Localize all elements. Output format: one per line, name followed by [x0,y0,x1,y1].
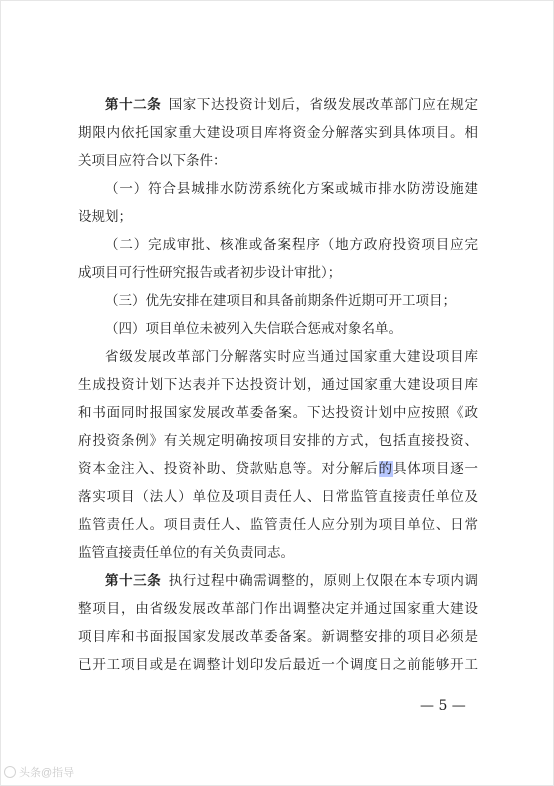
highlighted-char: 的 [378,461,393,477]
condition-1-line-1: （一）符合县城排水防涝系统化方案或城市排水防涝设施建 [105,181,478,197]
watermark [4,764,74,780]
paragraph-2-line-6: 落实项目（法人）单位及项目责任人、日常监管直接责任单位及 [78,489,478,505]
article-13-line-1: 第十三条 执行过程中确需调整的，原则上仅限在本专项内调 [105,573,479,589]
article-13-line-4: 已开工项目或是在调整计划印发后最近一个调度日之前能够开工 [78,657,478,673]
paragraph-2-line-2: 生成投资计划下达表并下达投资计划，通过国家重大建设项目库 [78,377,478,393]
condition-2-line-2: 成项目可行性研究报告或者初步设计审批）； [78,265,342,281]
condition-1-line-2: 设规划； [78,209,132,225]
paragraph-2-line-5: 资本金注入、投资补助、贷款贴息等。对分解后的具体项目逐一 [78,461,479,477]
condition-4: （四）项目单位未被列入失信联合惩戒对象名单。 [105,321,402,337]
paragraph-2-line-3: 和书面同时报国家发展改革委备案。下达投资计划中应按照《政 [78,405,478,421]
paragraph-2-line-1: 省级发展改革部门分解落实时应当通过国家重大建设项目库 [105,349,478,365]
condition-3: （三）优先安排在建项目和具备前期条件近期可开工项目； [105,293,456,309]
article-13-line-2: 整项目，由省级发展改革部门作出调整决定并通过国家重大建设 [78,601,478,617]
paragraph-2-line-7: 监管责任人。项目责任人、监管责任人应分别为项目单位、日常 [78,517,478,533]
article-12-line-2: 期限内依托国家重大建设项目库将资金分解落实到具体项目。相 [78,125,478,141]
watermark-logo-icon [4,766,16,778]
watermark-text: 头条@指导 [19,767,75,779]
paragraph-2-line-4: 府投资条例》有关规定明确按项目安排的方式，包括直接投资、 [78,433,478,449]
article-13-line-3: 项目库和书面报国家发展改革委备案。新调整安排的项目必须是 [78,629,478,645]
article-12-line-3: 关项目应符合以下条件： [78,153,227,169]
article-13-heading: 第十三条 [105,573,162,589]
condition-2-line-1: （二）完成审批、核准或备案程序（地方政府投资项目应完 [105,237,478,253]
article-12-heading: 第十二条 [105,97,162,113]
page-number: — 5 — [420,698,466,714]
paragraph-2-line-8: 监管直接责任单位的有关负责同志。 [78,545,294,561]
article-12-line-1: 第十二条 国家下达投资计划后，省级发展改革部门应在规定 [105,97,479,113]
